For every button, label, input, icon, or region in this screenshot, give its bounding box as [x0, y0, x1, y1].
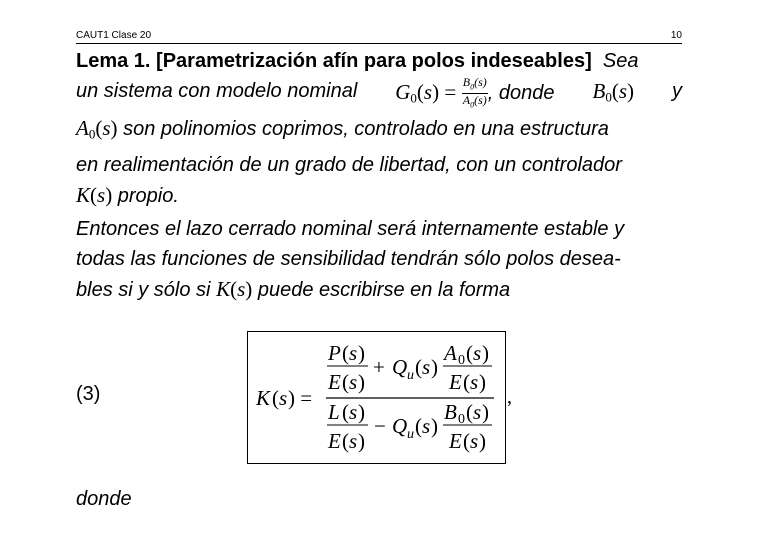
svg-text:(: (: [415, 355, 422, 379]
equation-formula: [248, 332, 505, 463]
lemma-text: , donde: [487, 82, 555, 105]
svg-text:): ): [431, 355, 438, 379]
lemma-text: en realimentación de un grado de libertad, con un controlador: [76, 153, 622, 176]
svg-text:(: (: [415, 414, 422, 438]
page-number: 10: [670, 30, 682, 41]
svg-text:(: (: [466, 341, 473, 365]
svg-text:E: E: [328, 429, 341, 453]
svg-text:s: s: [349, 370, 358, 394]
lemma-line-3: [76, 113, 686, 149]
statement-text: bles si y sólo si: [76, 279, 211, 301]
svg-text:A: A: [444, 341, 457, 365]
svg-text:s: s: [279, 386, 288, 410]
svg-text:s: s: [470, 429, 479, 453]
svg-text:s: s: [422, 355, 431, 379]
lemma-text: son polinomios coprimos, controlado en una estructura: [123, 118, 609, 141]
svg-text:(: (: [463, 429, 470, 453]
svg-text:): ): [431, 414, 438, 438]
svg-text:) =: ) =: [288, 386, 313, 410]
svg-text:(: (: [463, 370, 470, 394]
svg-text:s: s: [473, 341, 482, 365]
svg-text:K: K: [256, 386, 271, 410]
svg-text:E: E: [449, 370, 462, 394]
svg-text:u: u: [407, 427, 414, 442]
statement-line-3: [76, 274, 686, 305]
svg-text:s: s: [349, 429, 358, 453]
svg-text:): ): [479, 429, 486, 453]
math-k: K(s): [216, 277, 253, 301]
course-label: CAUT1 Clase 20: [76, 30, 152, 41]
lemma-text: propio.: [117, 184, 179, 207]
svg-text:Q: Q: [392, 355, 408, 379]
lemma-text: Sea: [602, 50, 639, 72]
svg-text:s: s: [349, 400, 358, 424]
svg-text:(: (: [466, 400, 473, 424]
svg-text:(: (: [272, 386, 279, 410]
lemma-line-1: [76, 46, 686, 76]
svg-text:s: s: [473, 400, 482, 424]
footer-text: donde: [76, 488, 132, 510]
svg-text:(: (: [342, 400, 349, 424]
math-b0: $B_0(s)$: [592, 79, 635, 105]
svg-text:(: (: [342, 341, 349, 365]
lemma-title: Lema 1. [Parametrización afín para polos indeseables]: [76, 50, 592, 72]
statement-line-2: todas las funciones de sensibilidad tendrán sólo polos desea-: [76, 248, 621, 270]
statement-paragraph: [76, 214, 686, 305]
header-rule: [76, 43, 682, 44]
lemma-text: y: [671, 80, 682, 102]
math-k: K(s): [76, 182, 113, 207]
svg-text:s: s: [422, 414, 431, 438]
equation-comma: ,: [507, 386, 512, 408]
svg-text:): ): [482, 341, 489, 365]
svg-text:L: L: [328, 400, 340, 424]
svg-text:): ): [358, 341, 365, 365]
statement-line-1: Entonces el lazo cerrado nominal será internamente estable y: [76, 218, 625, 240]
lemma-line-5: [76, 180, 686, 211]
svg-text:s: s: [470, 370, 479, 394]
svg-text:(: (: [342, 429, 349, 453]
lemma-paragraph: [76, 46, 686, 211]
svg-text:−: −: [374, 414, 386, 438]
svg-text:Q: Q: [392, 414, 408, 438]
svg-text:0: 0: [458, 412, 465, 427]
equation-number: (3): [76, 383, 101, 405]
equation-box: [247, 331, 506, 464]
statement-text: puede escribirse en la forma: [257, 279, 511, 301]
math-a0: $A_0(s)$: [76, 116, 118, 142]
math-g0: $G_0(s)$ = $\frac{B_0(s)}{A_0(s)}$ , donde: [395, 75, 555, 110]
svg-text:): ): [358, 429, 365, 453]
svg-text:): ): [358, 400, 365, 424]
math-fraction: $\frac{B_0(s)}{A_0(s)}$: [462, 75, 487, 110]
lemma-line-2: [76, 76, 682, 113]
lemma-text: un sistema con modelo nominal: [76, 80, 358, 102]
svg-text:+: +: [373, 355, 385, 379]
svg-text:E: E: [328, 370, 341, 394]
svg-text:(: (: [342, 370, 349, 394]
svg-text:s: s: [349, 341, 358, 365]
svg-text:): ): [482, 400, 489, 424]
svg-text:P: P: [328, 341, 341, 365]
svg-text:): ): [358, 370, 365, 394]
svg-text:0: 0: [458, 353, 465, 368]
svg-text:): ): [479, 370, 486, 394]
lemma-line-4: [76, 150, 686, 180]
svg-text:B: B: [444, 400, 457, 424]
svg-text:u: u: [407, 368, 414, 383]
svg-text:E: E: [449, 429, 462, 453]
